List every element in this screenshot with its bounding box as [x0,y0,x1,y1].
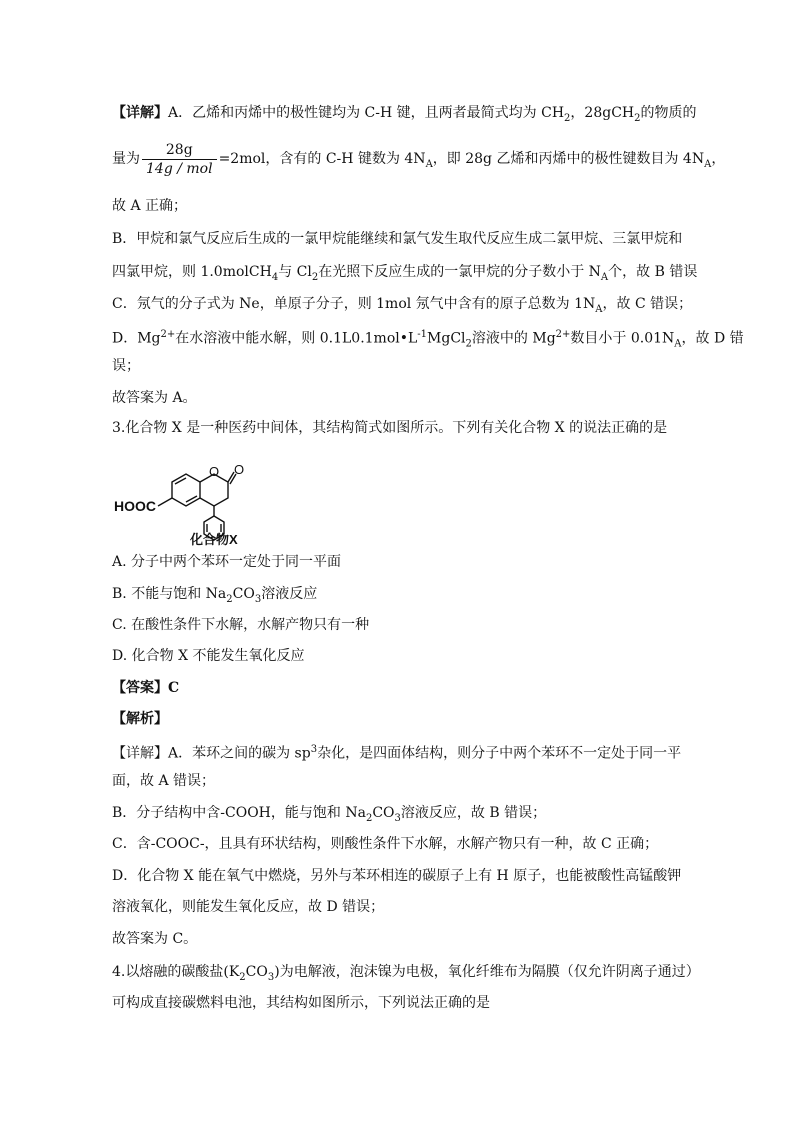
question-4-line-1 [112,962,700,988]
option-a: A. 分子中两个苯环一定处于同一平面 [112,554,342,570]
answer-label: 【答案】C [112,680,180,696]
option-c: C. 在酸性条件下水解，水解产物只有一种 [112,617,370,633]
text: ，故 D 错 [681,330,744,347]
text: ，28gCH [570,105,635,121]
text: CO [245,964,268,980]
text: 的物质的 [640,105,697,121]
struct-label-o-ring: O [209,464,220,479]
fraction-numerator: 28g [142,141,217,160]
struct-caption: 化合物X [190,532,238,547]
explain-line-6: 溶液氧化，则能发生氧化反应，故 D 错误； [112,899,385,915]
text: 与 Cl [278,264,312,280]
subscript: 3 [267,971,275,983]
option-b [112,584,317,610]
text: 溶液反应 [261,586,318,602]
benzene-ring-left [172,474,200,506]
detail-bracket: 【详解】 [112,105,168,121]
explain-line-3 [112,803,546,829]
text: 量为 [112,151,140,167]
superscript: 2+ [555,329,571,340]
explain-line-7: 故答案为 C。 [112,931,198,947]
text: 溶液中的 Mg [471,330,556,347]
subscript: 2 [634,112,641,124]
text: 个，故 B 错误 [608,264,698,280]
para-detail-2 [112,140,725,184]
explain-line-4: C．含-COOC-，且具有环状结构，则酸性条件下水解，水解产物只有一种，故 C 正确； [112,836,659,852]
subscript: A [600,271,609,283]
subscript: 2 [311,271,319,283]
text: A．乙烯和丙烯中的极性键均为 C-H 键，且两者最简式均为 CH [168,105,565,121]
question-4-line-2: 可构成直接碳燃料电池，其结构如图所示，下列说法正确的是 [112,995,490,1011]
subscript: A [704,158,712,170]
subscript: 3 [394,812,401,824]
para-line-3: 故 A 正确； [112,198,188,214]
subscript: 3 [254,593,262,605]
subscript: 2 [239,971,246,983]
subscript: 4 [271,271,279,283]
text: 在水溶液中能水解，则 0.1L0.1mol•L [175,330,418,347]
superscript: -1 [417,329,428,340]
text: ，故 C 错误； [602,296,693,312]
compound-x-structure [112,440,262,552]
para-line-7 [112,325,744,354]
text: B. 不能与饱和 Na [112,586,227,602]
option-d: D. 化合物 X 不能发生氧化反应 [112,648,305,664]
explain-line-2: 面，故 A 错误； [112,773,216,789]
text: 【详解】A．苯环之间的碳为 sp [112,745,311,762]
superscript: 2+ [160,329,176,340]
subscript: A [674,338,682,350]
text: 溶液反应，故 B 错误； [400,805,547,821]
structure-diagram [112,440,262,552]
subscript: 2 [365,812,373,824]
subscript: 2 [226,593,233,605]
explain-line-5: D．化合物 X 能在氧气中燃烧，另外与苯环相连的碳原子上有 H 原子，也能被酸性高锰酸钾 [112,868,682,884]
fraction-denominator: 14g / mol [146,160,213,177]
fraction [142,141,217,178]
text: 4.以熔融的碳酸盐(K [112,964,240,980]
para-line-6 [112,294,692,320]
question-3-title: 3.化合物 X 是一种医药中间体，其结构简式如图所示。下列有关化合物 X 的说法正确的是 [112,420,668,436]
text: =2mol，含有的 C-H 键数为 4N [218,151,426,167]
text: C．氖气的分子式为 Ne，单原子分子，则 1mol 氖气中含有的原子总数为 1N [112,296,596,312]
para-line-8: 误； [112,358,140,374]
para-detail-1 [112,103,697,129]
text: 在光照下反应生成的一氯甲烷的分子数小于 N [318,264,601,280]
text: )为电解液，泡沫镍为电极，氧化纤维布为隔膜（仅允许阴离子通过） [274,964,700,980]
para-line-5 [112,262,697,288]
text: 杂化，是四面体结构，则分子中两个苯环不一定处于同一平 [317,745,682,762]
struct-label-hooc: HOOC [114,498,156,514]
text: D．Mg [112,330,161,347]
text: ，即 28g 乙烯和丙烯中的极性键数目为 4N [432,151,705,167]
subscript: A [425,158,433,170]
text: ， [711,151,726,167]
text: 数目小于 0.01N [570,330,675,347]
text: B．分子结构中含-COOH，能与饱和 Na [112,805,366,821]
text: MgCl [427,330,466,347]
para-line-4: B．甲烷和氯气反应后生成的一氯甲烷能继续和氯气发生取代反应生成二氯甲烷、三氯甲烷和 [112,231,683,247]
analysis-label: 【解析】 [112,711,168,727]
subscript: 2 [465,338,472,350]
text: CO [232,586,255,602]
superscript: 3 [310,744,318,755]
para-line-9: 故答案为 A。 [112,390,197,406]
subscript: 2 [564,112,571,124]
text: 四氯甲烷，则 1.0molCH [112,264,272,280]
text: CO [372,805,395,821]
explain-line-1 [112,740,681,764]
struct-label-o-carbonyl: O [234,462,245,477]
subscript: A [595,303,603,315]
